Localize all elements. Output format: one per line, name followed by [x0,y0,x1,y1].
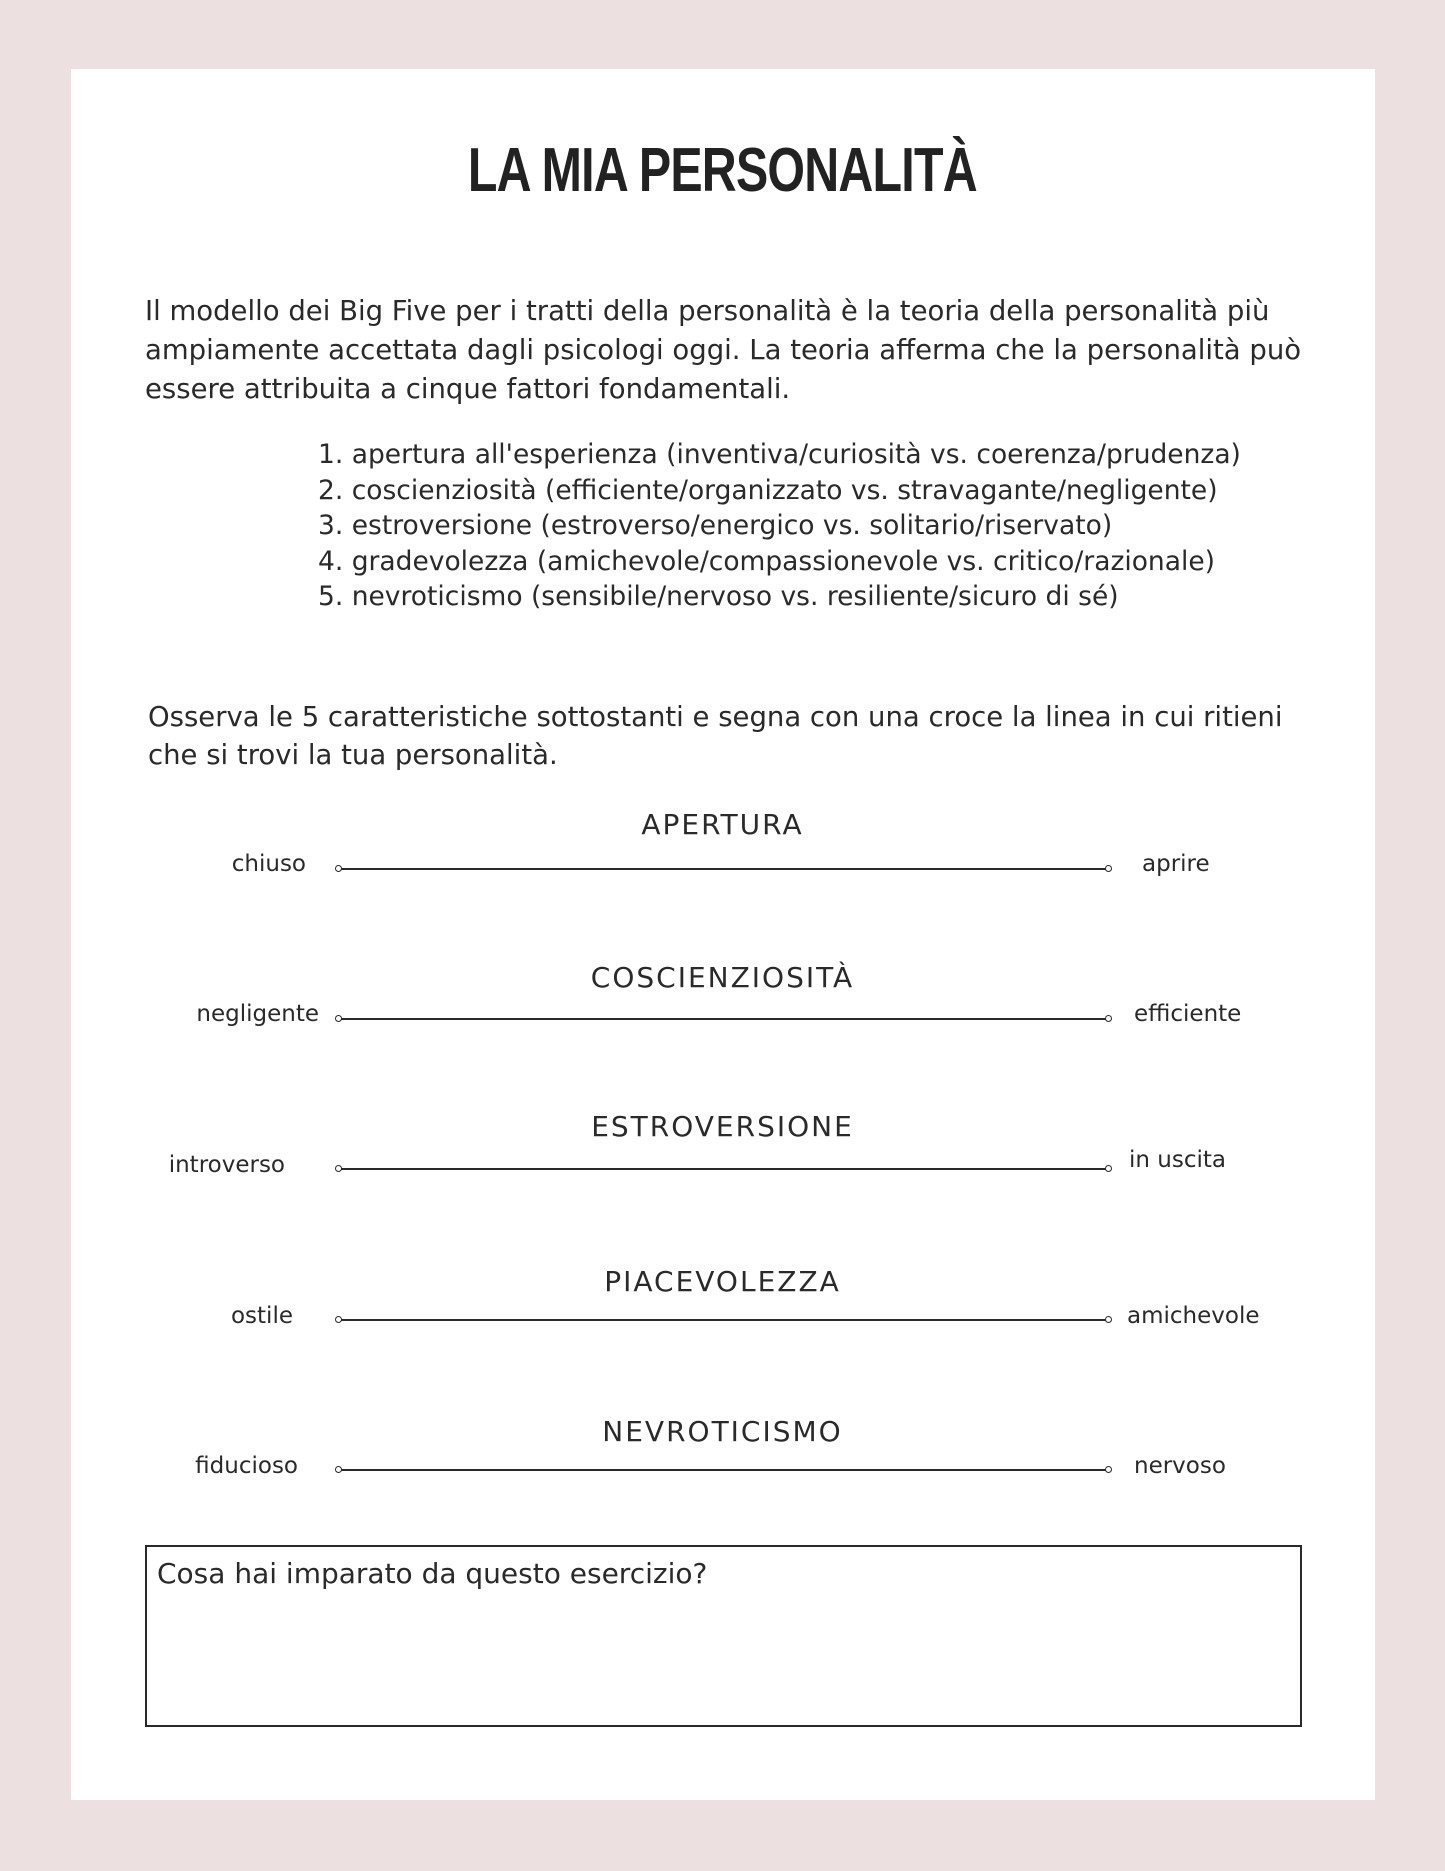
scale-left-label: introverso [168,1152,285,1178]
intro-paragraph: Il modello dei Big Five per i tratti della personalità è la teoria della personalità più ampiamente accettata dagli psicologi oggi. La teoria afferma che la personalità può essere attribuita a cinque fattori fondamentali. [145,295,1302,405]
trait-item: 3. estroversione (estroverso/energico vs. solitario/riservato) [318,510,1113,541]
scale-end-dot [1105,1165,1112,1172]
scale-start-dot [335,865,342,872]
trait-item: 2. coscienziosità (efficiente/organizzato vs. stravagante/negligente) [318,474,1218,506]
scale-line-piacevolezza[interactable] [341,1319,1106,1321]
scale-end-dot [1105,1015,1112,1022]
scale-start-dot [335,1316,342,1323]
traits-list [318,437,1241,615]
scale-line-estroversione[interactable] [341,1168,1106,1170]
scale-end-dot [1105,1316,1112,1323]
reflection-answer-box[interactable] [145,1545,1302,1727]
scale-title-nevroticismo: NEVROTICISMO [602,1415,843,1448]
scale-title-piacevolezza: PIACEVOLEZZA [604,1265,841,1298]
trait-item: 5. nevroticismo (sensibile/nervoso vs. resiliente/sicuro di sé) [318,581,1119,612]
trait-item: 1. apertura all'esperienza (inventiva/curiosità vs. coerenza/prudenza) [318,439,1241,470]
scale-right-label: in uscita [1129,1147,1226,1173]
scale-title-estroversione: ESTROVERSIONE [591,1110,854,1143]
trait-item: 4. gradevolezza (amichevole/compassionevole vs. critico/razionale) [318,545,1215,577]
page-title: LA MIA PERSONALITÀ [467,136,977,205]
reflection-prompt: Cosa hai imparato da questo esercizio? [157,1557,708,1590]
scale-line-coscienziosita[interactable] [341,1018,1106,1020]
scale-title-apertura: APERTURA [641,808,804,841]
scale-line-nevroticismo[interactable] [341,1469,1106,1471]
scale-title-coscienziosita: COSCIENZIOSITÀ [590,961,855,994]
scale-start-dot [335,1466,342,1473]
scale-line-apertura[interactable] [341,868,1106,870]
scale-right-label: aprire [1142,851,1210,877]
scale-left-label: negligente [196,1001,319,1027]
scale-right-label: efficiente [1134,1001,1242,1027]
scale-end-dot [1105,1466,1112,1473]
scale-right-label: amichevole [1127,1303,1260,1329]
scale-left-label: chiuso [231,851,306,877]
scale-end-dot [1105,865,1112,872]
scale-left-label: ostile [230,1303,293,1329]
scale-start-dot [335,1165,342,1172]
scale-right-label: nervoso [1134,1453,1226,1479]
scale-start-dot [335,1015,342,1022]
instruction-text: Osserva le 5 caratteristiche sottostanti e segna con una croce la linea in cui ritieni che si trovi la tua personalità. [148,701,1283,771]
scale-left-label: fiducioso [195,1453,298,1479]
